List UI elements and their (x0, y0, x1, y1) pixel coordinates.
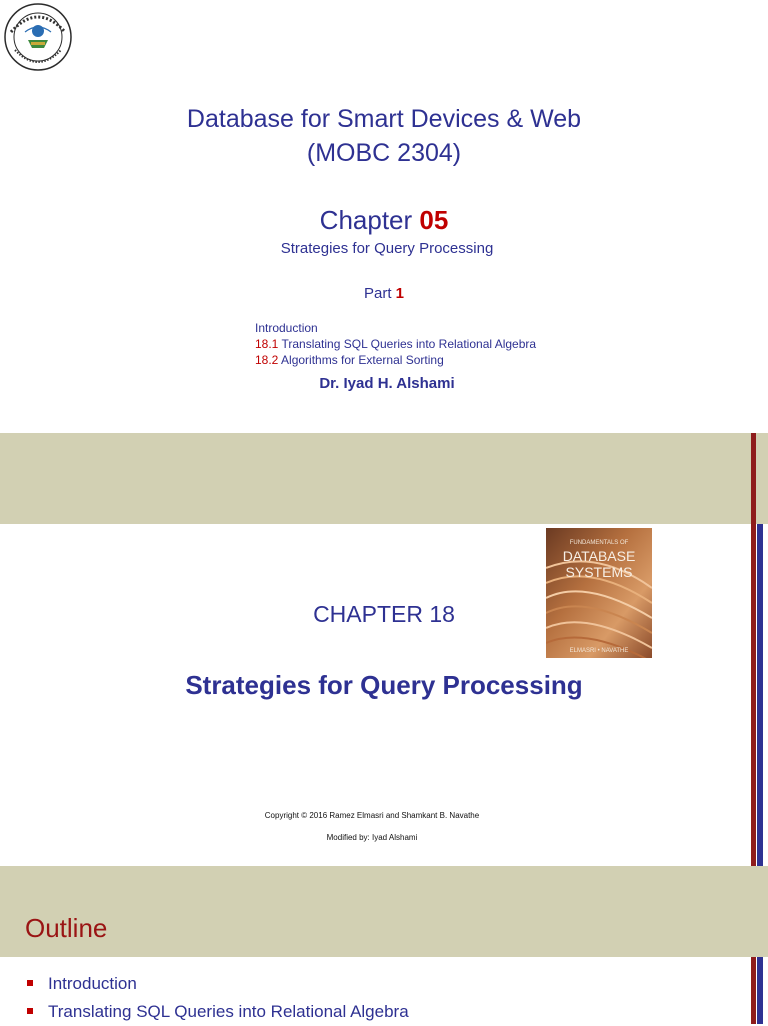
chapter-title: Strategies for Query Processing (185, 670, 583, 700)
chapter-heading (0, 205, 768, 236)
toc-item-text: Introduction (255, 321, 318, 335)
edge-stripe-red (751, 957, 756, 1024)
part-number: 1 (395, 285, 405, 302)
bullet-square-icon (27, 1008, 33, 1014)
outline-bullet-list (27, 970, 409, 1026)
chapter-number-heading: CHAPTER 18 (313, 601, 455, 627)
toc-item (255, 336, 536, 352)
chapter-number: 05 (419, 205, 449, 235)
course-code: (MOBC 2304) (306, 139, 462, 167)
edge-stripe-red (751, 433, 756, 524)
course-title (0, 102, 768, 170)
list-item-text: Introduction (48, 974, 137, 993)
toc-item-number: 18.2 (255, 353, 279, 367)
outline-title: Outline (25, 913, 108, 943)
list-item-text: Translating SQL Queries into Relational Algebra (48, 1002, 409, 1021)
list-item (27, 970, 409, 998)
book-cover-authors: ELMASRI • NAVATHE (569, 648, 629, 654)
copyright-notice: Copyright © 2016 Ramez Elmasri and Shamkant B. Navathe (264, 811, 480, 820)
book-cover-top: FUNDAMENTALS OF (569, 540, 629, 546)
book-cover-image (546, 528, 652, 658)
slide-header-band (0, 866, 768, 957)
book-cover-title-1: DATABASE (562, 548, 636, 564)
table-of-contents (255, 320, 536, 368)
chapter-subtitle: Strategies for Query Processing (280, 240, 494, 257)
slide-header-band (0, 433, 768, 524)
chapter-label: Chapter (319, 205, 413, 235)
part-heading (0, 285, 768, 302)
university-seal-logo (3, 2, 73, 72)
toc-item-number: 18.1 (255, 337, 279, 351)
course-name: Database for Smart Devices & Web (186, 105, 582, 133)
edge-stripe-navy (757, 957, 763, 1024)
toc-item-text: Algorithms for External Sorting (281, 353, 444, 367)
part-label: Part (363, 285, 392, 302)
toc-item (255, 352, 536, 368)
bullet-square-icon (27, 980, 33, 986)
toc-item-text: Translating SQL Queries into Relational Algebra (281, 337, 537, 351)
book-cover-title-2: SYSTEMS (565, 564, 633, 580)
list-item (27, 998, 409, 1026)
modified-by-note: Modified by: Iyad Alshami (326, 833, 418, 842)
slide-title-page (0, 0, 768, 432)
author-name: Dr. Iyad H. Alshami (319, 375, 455, 392)
toc-item (255, 320, 536, 336)
